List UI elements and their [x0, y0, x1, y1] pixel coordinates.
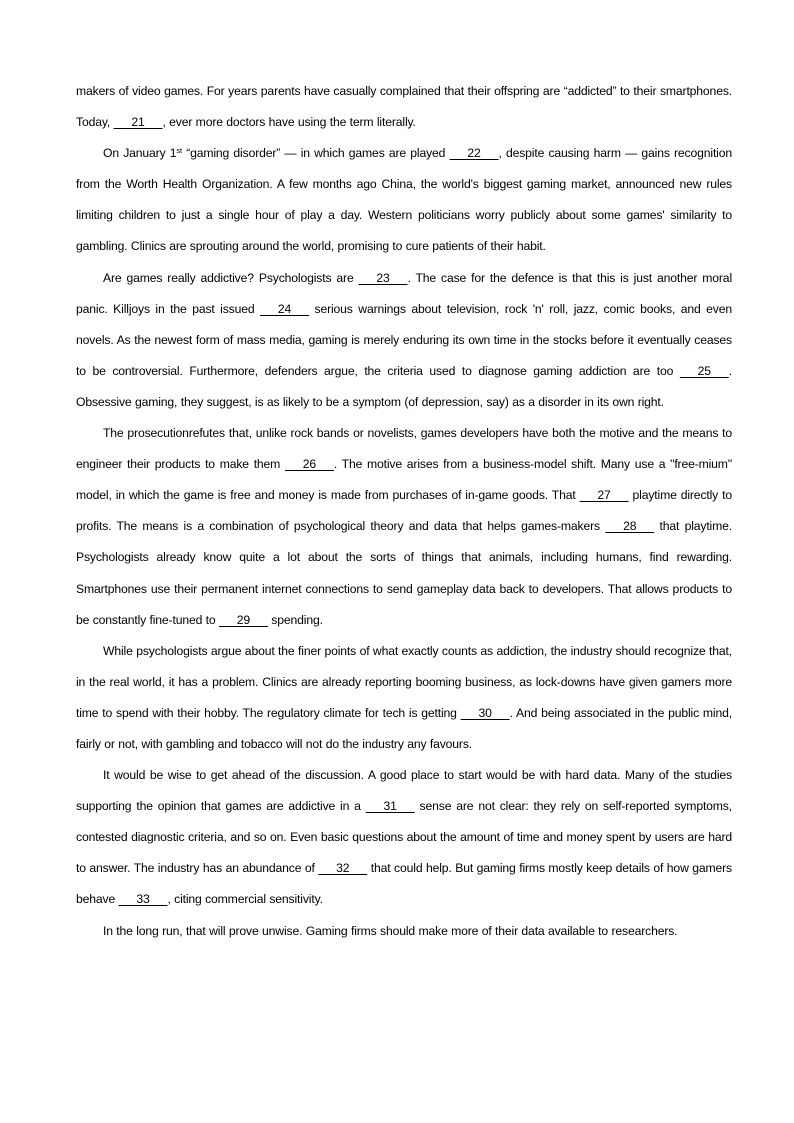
- paragraph-text: In the long run, that will prove unwise. Gaming firms should make more of their data available to researchers.: [103, 923, 678, 938]
- blank-32: 32: [318, 861, 368, 876]
- paragraph-text: that playtime. Psychologists already know quite a lot about the sorts of things that animals, including humans, find rewarding. Smartphones use their permanent internet connections to send gameplay data back to developers. That allows products to be constantly fine-tuned to: [76, 519, 732, 627]
- document-page: [76, 76, 732, 947]
- blank-30: 30: [460, 705, 510, 720]
- blank-29: 29: [218, 612, 268, 627]
- paragraph-text: makers of video games. For years parents have casually complained that their offspring are “addicted” to their smartphones. Today,: [76, 84, 732, 130]
- blank-25: 25: [679, 363, 729, 378]
- paragraph-text: . And being associated in the public mind, fairly or not, with gambling and tobacco will not do the industry any favours.: [76, 705, 732, 751]
- blank-28: 28: [605, 519, 655, 534]
- paragraph: [76, 418, 732, 636]
- paragraph-text: spending.: [267, 612, 323, 627]
- paragraph-text: “gaming disorder” — in which games are played: [181, 146, 450, 161]
- paragraph: [76, 263, 732, 418]
- ordinal-suffix: st: [176, 146, 182, 156]
- paragraph-text: While psychologists argue about the finer points of what exactly counts as addiction, the industry should recognize that, in the real world, it has a problem. Clinics are already reporting booming business, as lock-downs have given gamers more time to spend with their hobby. The regulatory climate for tech is getting: [76, 643, 732, 720]
- paragraph: [76, 916, 732, 947]
- blank-22: 22: [449, 146, 499, 161]
- paragraph-text: The prosecutionrefutes that, unlike rock bands or novelists, games developers have both the motive and the means to engineer their products to make them: [76, 426, 732, 472]
- paragraph: [76, 760, 732, 915]
- paragraph-text: . The motive arises from a business-model shift. Many use a "free-mium" model, in which the game is free and money is made from purchases of in-game goods. That: [76, 457, 732, 503]
- paragraph: [76, 636, 732, 760]
- paragraph: [76, 76, 732, 138]
- paragraph-text: . The case for the defence is that this is just another moral panic. Killjoys in the past issued: [76, 270, 732, 316]
- paragraph-text: On January 1: [103, 146, 177, 161]
- paragraph-text: , citing commercial sensitivity.: [167, 892, 323, 907]
- paragraph-text: , despite causing harm — gains recognition from the Worth Health Organization. A few months ago China, the world's biggest gaming market, announced new rules limiting children to just a single hour of play a day. Western politicians worry publicly about some games' similarity to gambling. Clinics are sprouting around the world, promising to cure patients of their habit.: [76, 146, 732, 254]
- paragraph-text: . Obsessive gaming, they suggest, is as likely to be a symptom (of depression, say) as a disorder in its own right.: [76, 363, 732, 409]
- blank-24: 24: [260, 301, 309, 316]
- blank-23: 23: [358, 270, 408, 285]
- blank-26: 26: [284, 457, 334, 472]
- paragraph: [76, 138, 732, 262]
- paragraph-text: sense are not clear: they rely on self-reported symptoms, contested diagnostic criteria, and so on. Even basic questions about the amount of time and money spent by users are hard to answer. The industry has an abundance of: [76, 799, 732, 876]
- blank-27: 27: [579, 488, 629, 503]
- paragraph-text: that could help. But gaming firms mostly keep details of how gamers behave: [76, 861, 733, 907]
- blank-21: 21: [113, 115, 163, 130]
- blank-33: 33: [118, 892, 168, 907]
- paragraph-text: serious warnings about television, rock 'n' roll, jazz, comic books, and even novels. As the newest form of mass media, gaming is merely enduring its own time in the stocks before it eventually ceases to be controversial. Furthermore, defenders argue, the criteria used to diagnose gaming addiction are too: [76, 301, 732, 378]
- paragraph-text: playtime directly to profits. The means is a combination of psychological theory and data that helps games-makers: [76, 488, 732, 534]
- paragraph-text: It would be wise to get ahead of the discussion. A good place to start would be with hard data. Many of the studies supporting the opinion that games are addictive in a: [76, 768, 732, 814]
- paragraph-text: , ever more doctors have using the term literally.: [162, 115, 416, 130]
- paragraph-text: Are games really addictive? Psychologists are: [103, 270, 359, 285]
- blank-31: 31: [365, 799, 415, 814]
